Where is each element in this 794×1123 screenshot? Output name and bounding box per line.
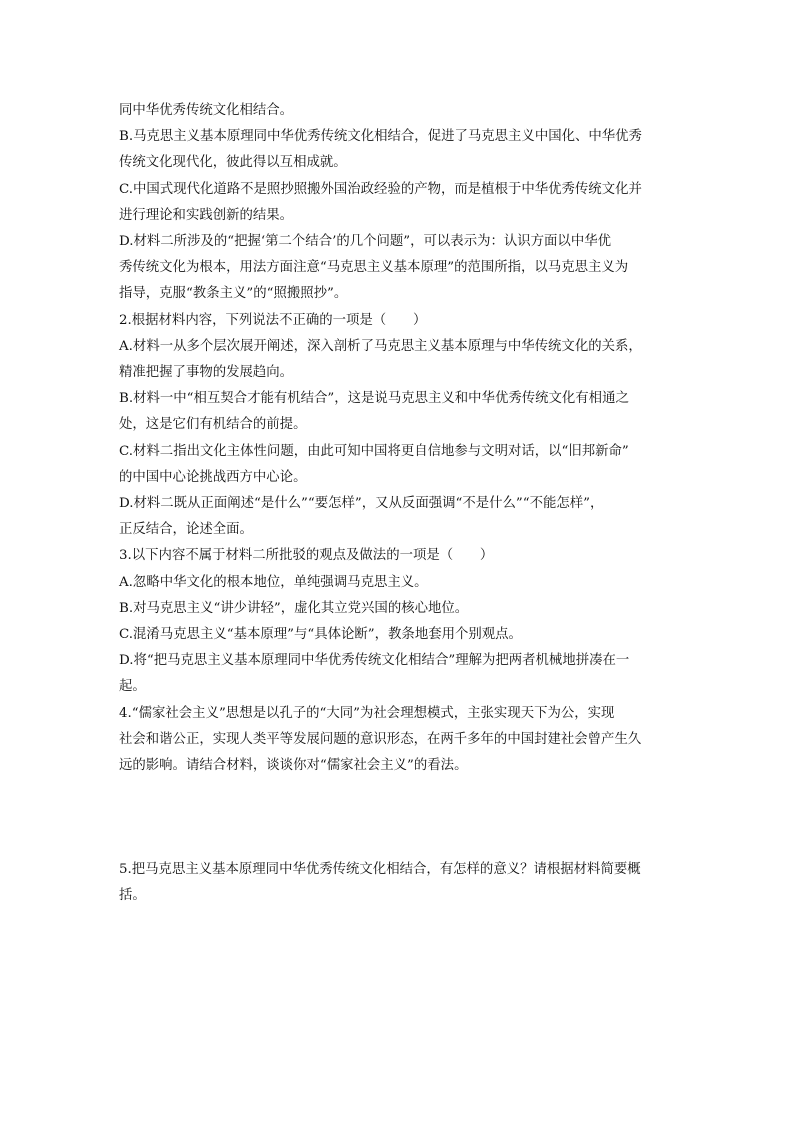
text-line: 的中国中心论挑战西方中心论。 bbox=[119, 469, 307, 485]
text-line: 括。 bbox=[119, 888, 146, 904]
option-c-line: C.中国式现代化道路不是照抄照搬外国治政经验的产物，而是植根于中华优秀传统文化并 bbox=[119, 181, 642, 197]
text-line: 处，这是它们有机结合的前提。 bbox=[119, 417, 307, 433]
option-d-line: D.材料二所涉及的“把握‘第二个结合’的几个问题”，可以表示为：认识方面以中华优 bbox=[119, 234, 611, 250]
question-3-line: 3.以下内容不属于材料二所批驳的观点及做法的一项是（ ） bbox=[119, 548, 494, 564]
option-d-line: D.材料二既从正面阐述“是什么”“要怎样”，又从反面强调“不是什么”“不能怎样”， bbox=[119, 496, 604, 512]
option-a-line: A.忽略中华文化的根本地位，单纯强调马克思主义。 bbox=[119, 574, 428, 590]
option-b-line: B.对马克思主义“讲少讲轻”，虚化其立党兴国的核心地位。 bbox=[119, 600, 469, 616]
text-line: 社会和谐公正，实现人类平等发展问题的意识形态，在两千多年的中国封建社会曾产生久 bbox=[119, 731, 642, 747]
option-c-line: C.混淆马克思主义“基本原理”与“具体论断”，教条地套用个别观点。 bbox=[119, 627, 522, 643]
text-line: 远的影响。请结合材料，谈谈你对“儒家社会主义”的看法。 bbox=[119, 758, 468, 774]
question-2-line: 2.根据材料内容，下列说法不正确的一项是（ ） bbox=[119, 312, 427, 328]
text-line: 正反结合，论述全面。 bbox=[119, 522, 253, 538]
text-line: 传统文化现代化，彼此得以互相成就。 bbox=[119, 155, 347, 171]
option-c-line: C.材料二指出文化主体性问题，由此可知中国将更自信地参与文明对话，以“旧邦新命” bbox=[119, 443, 629, 459]
text-line: 指导，克服“教条主义”的“照搬照抄”。 bbox=[119, 286, 348, 302]
text-line: 进行理论和实践创新的结果。 bbox=[119, 207, 294, 223]
option-d-line: D.将“把马克思主义基本原理同中华优秀传统文化相结合”理解为把两者机械地拼凑在一 bbox=[119, 653, 630, 669]
answer-space bbox=[119, 779, 675, 857]
text-line: 同中华优秀传统文化相结合。 bbox=[119, 103, 294, 118]
option-b-line: B.材料一中“相互契合才能有机结合”，这是说马克思主义和中华优秀传统文化有相通之 bbox=[119, 391, 629, 407]
text-line: 起。 bbox=[119, 679, 146, 695]
page-content bbox=[119, 98, 675, 910]
option-a-line: A.材料一从多个层次展开阐述，深入剖析了马克思主义基本原理与中华传统文化的关系， bbox=[119, 338, 642, 354]
option-b-line: B.马克思主义基本原理同中华优秀传统文化相结合，促进了马克思主义中国化、中华优秀 bbox=[119, 129, 642, 145]
question-4-line: 4.“儒家社会主义”思想是以孔子的“大同”为社会理想模式，主张实现天下为公，实现 bbox=[119, 705, 615, 721]
text-line: 精准把握了事物的发展趋向。 bbox=[119, 365, 294, 381]
text-line: 秀传统文化为根本，用法方面注意“马克思主义基本原理”的范围所指，以马克思主义为 bbox=[119, 260, 629, 276]
question-5-line: 5.把马克思主义基本原理同中华优秀传统文化相结合，有怎样的意义？请根据材料简要概 bbox=[119, 862, 641, 878]
